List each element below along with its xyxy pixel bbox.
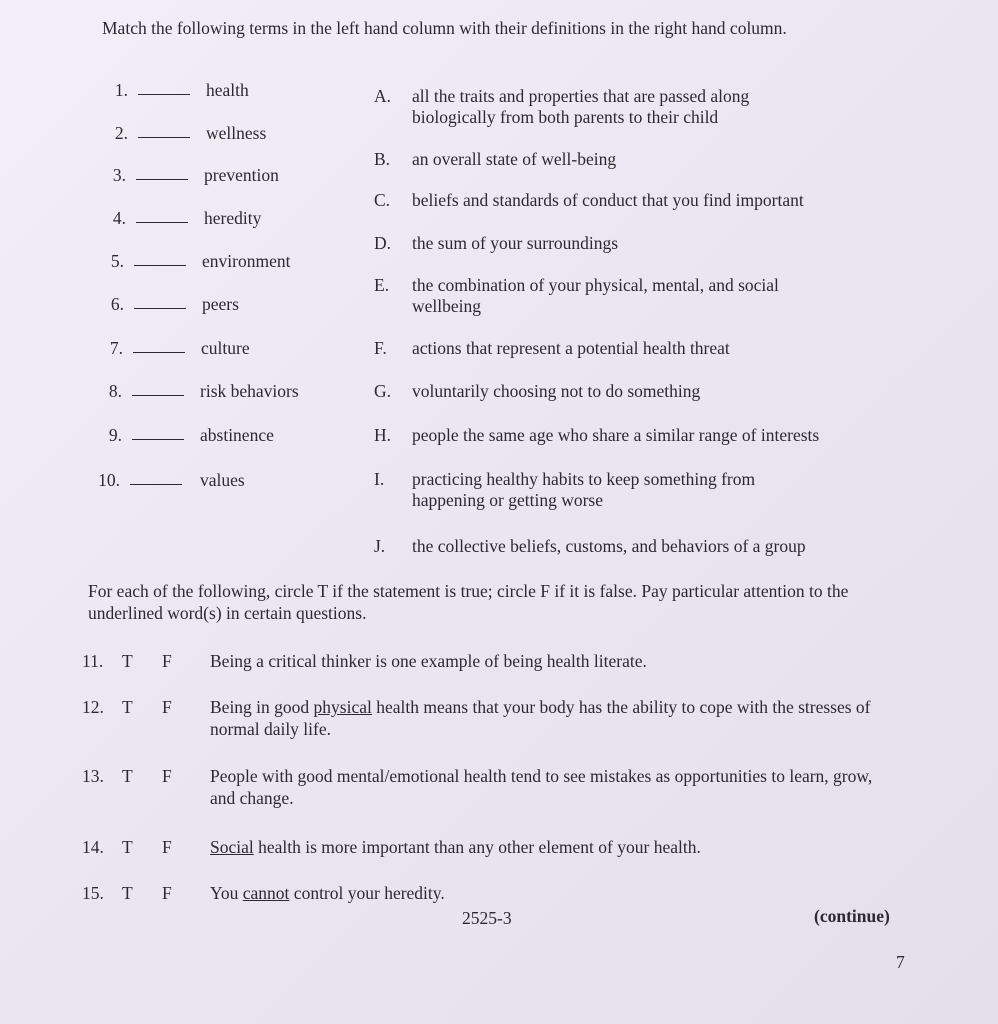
definition-text: the sum of your surroundings	[412, 233, 619, 253]
answer-blank[interactable]	[132, 381, 184, 396]
term-label: abstinence	[200, 425, 274, 445]
term-number: 2.	[114, 123, 128, 143]
definition-letter: B.	[374, 149, 391, 169]
definition-item	[374, 275, 884, 319]
definition-letter: E.	[374, 275, 390, 295]
answer-blank[interactable]	[134, 294, 186, 309]
true-false-question	[82, 765, 912, 811]
true-option[interactable]: T	[122, 883, 133, 903]
definition-letter: H.	[374, 425, 392, 445]
definition-item	[374, 190, 884, 212]
definition-text: voluntarily choosing not to do something	[412, 381, 701, 401]
term-label: prevention	[204, 165, 279, 185]
false-option[interactable]: F	[162, 883, 172, 903]
definition-item	[374, 536, 894, 558]
definition-text: the combination of your physical, mental, and social wellbeing	[412, 275, 779, 316]
term-label: values	[200, 470, 245, 490]
true-false-question	[82, 882, 912, 906]
term-label: culture	[201, 338, 250, 358]
term-number: 5.	[110, 251, 124, 271]
question-number: 11.	[82, 651, 104, 671]
definition-text: an overall state of well-being	[412, 149, 617, 169]
term-number: 7.	[109, 338, 123, 358]
term-number: 9.	[108, 425, 122, 445]
definition-text: all the traits and properties that are passed along biologically from both parents to their child	[412, 86, 750, 127]
question-text: Being in good physical health means that your body has the ability to cope with the stresses of normal daily life.	[210, 697, 871, 739]
term-label: peers	[202, 294, 239, 314]
true-option[interactable]: T	[122, 697, 133, 717]
false-option[interactable]: F	[162, 651, 172, 671]
definition-letter: F.	[374, 338, 387, 358]
underlined-word: physical	[313, 697, 372, 717]
question-number: 13.	[82, 766, 104, 786]
continue-label: (continue)	[814, 906, 890, 926]
question-text: People with good mental/emotional health tend to see mistakes as opportunities to learn, grow, and change.	[210, 766, 873, 808]
true-false-question	[82, 696, 912, 742]
false-option[interactable]: F	[162, 837, 172, 857]
answer-blank[interactable]	[130, 470, 182, 485]
answer-blank[interactable]	[134, 251, 186, 266]
term-number: 6.	[110, 294, 124, 314]
definition-letter: A.	[374, 86, 392, 106]
term-label: wellness	[206, 123, 267, 143]
true-false-question	[82, 650, 912, 674]
question-text: Social health is more important than any other element of your health.	[210, 837, 701, 857]
definition-letter: C.	[374, 190, 391, 210]
definition-text: actions that represent a potential health threat	[412, 338, 730, 358]
definition-item	[374, 338, 884, 360]
definition-item	[374, 381, 884, 403]
term-label: environment	[202, 251, 291, 271]
underlined-word: Social	[210, 837, 254, 857]
answer-blank[interactable]	[136, 208, 188, 223]
term-number: 1.	[114, 80, 128, 100]
definition-item	[374, 86, 884, 130]
answer-blank[interactable]	[133, 338, 185, 353]
definition-letter: J.	[374, 536, 386, 556]
definition-letter: I.	[374, 469, 385, 489]
answer-blank[interactable]	[138, 80, 190, 95]
matching-instructions: Match the following terms in the left hand column with their definitions in the right hand column.	[102, 18, 787, 38]
question-number: 14.	[82, 837, 104, 857]
true-option[interactable]: T	[122, 837, 133, 857]
question-text: You cannot control your heredity.	[210, 883, 445, 903]
term-label: heredity	[204, 208, 262, 228]
definition-letter: G.	[374, 381, 392, 401]
definition-text: the collective beliefs, customs, and behaviors of a group	[412, 536, 806, 556]
definition-text: beliefs and standards of conduct that you find important	[412, 190, 804, 210]
form-code: 2525-3	[462, 908, 512, 928]
false-option[interactable]: F	[162, 766, 172, 786]
definition-item	[374, 425, 894, 447]
term-number: 4.	[112, 208, 126, 228]
answer-blank[interactable]	[132, 425, 184, 440]
answer-blank[interactable]	[136, 165, 188, 180]
definition-text: people the same age who share a similar range of interests	[412, 425, 820, 445]
term-number: 3.	[112, 165, 126, 185]
term-number: 10.	[98, 470, 120, 490]
false-option[interactable]: F	[162, 697, 172, 717]
true-option[interactable]: T	[122, 766, 133, 786]
term-number: 8.	[108, 381, 122, 401]
question-number: 12.	[82, 697, 104, 717]
definition-text: practicing healthy habits to keep something from happening or getting worse	[412, 469, 756, 510]
underlined-word: cannot	[242, 883, 290, 903]
question-number: 15.	[82, 883, 104, 903]
term-label: risk behaviors	[200, 381, 299, 401]
definition-item	[374, 233, 884, 255]
page-number: 7	[896, 952, 905, 972]
answer-blank[interactable]	[138, 123, 190, 138]
true-false-instructions: For each of the following, circle T if the statement is true; circle F if it is false. Pay particular attention to the underlined word(s) in certain questions.	[88, 581, 849, 623]
true-option[interactable]: T	[122, 651, 133, 671]
definition-item	[374, 469, 884, 513]
question-text: Being a critical thinker is one example of being health literate.	[210, 651, 647, 671]
true-false-question	[82, 836, 912, 860]
term-label: health	[206, 80, 249, 100]
definition-letter: D.	[374, 233, 392, 253]
definition-item	[374, 149, 884, 171]
